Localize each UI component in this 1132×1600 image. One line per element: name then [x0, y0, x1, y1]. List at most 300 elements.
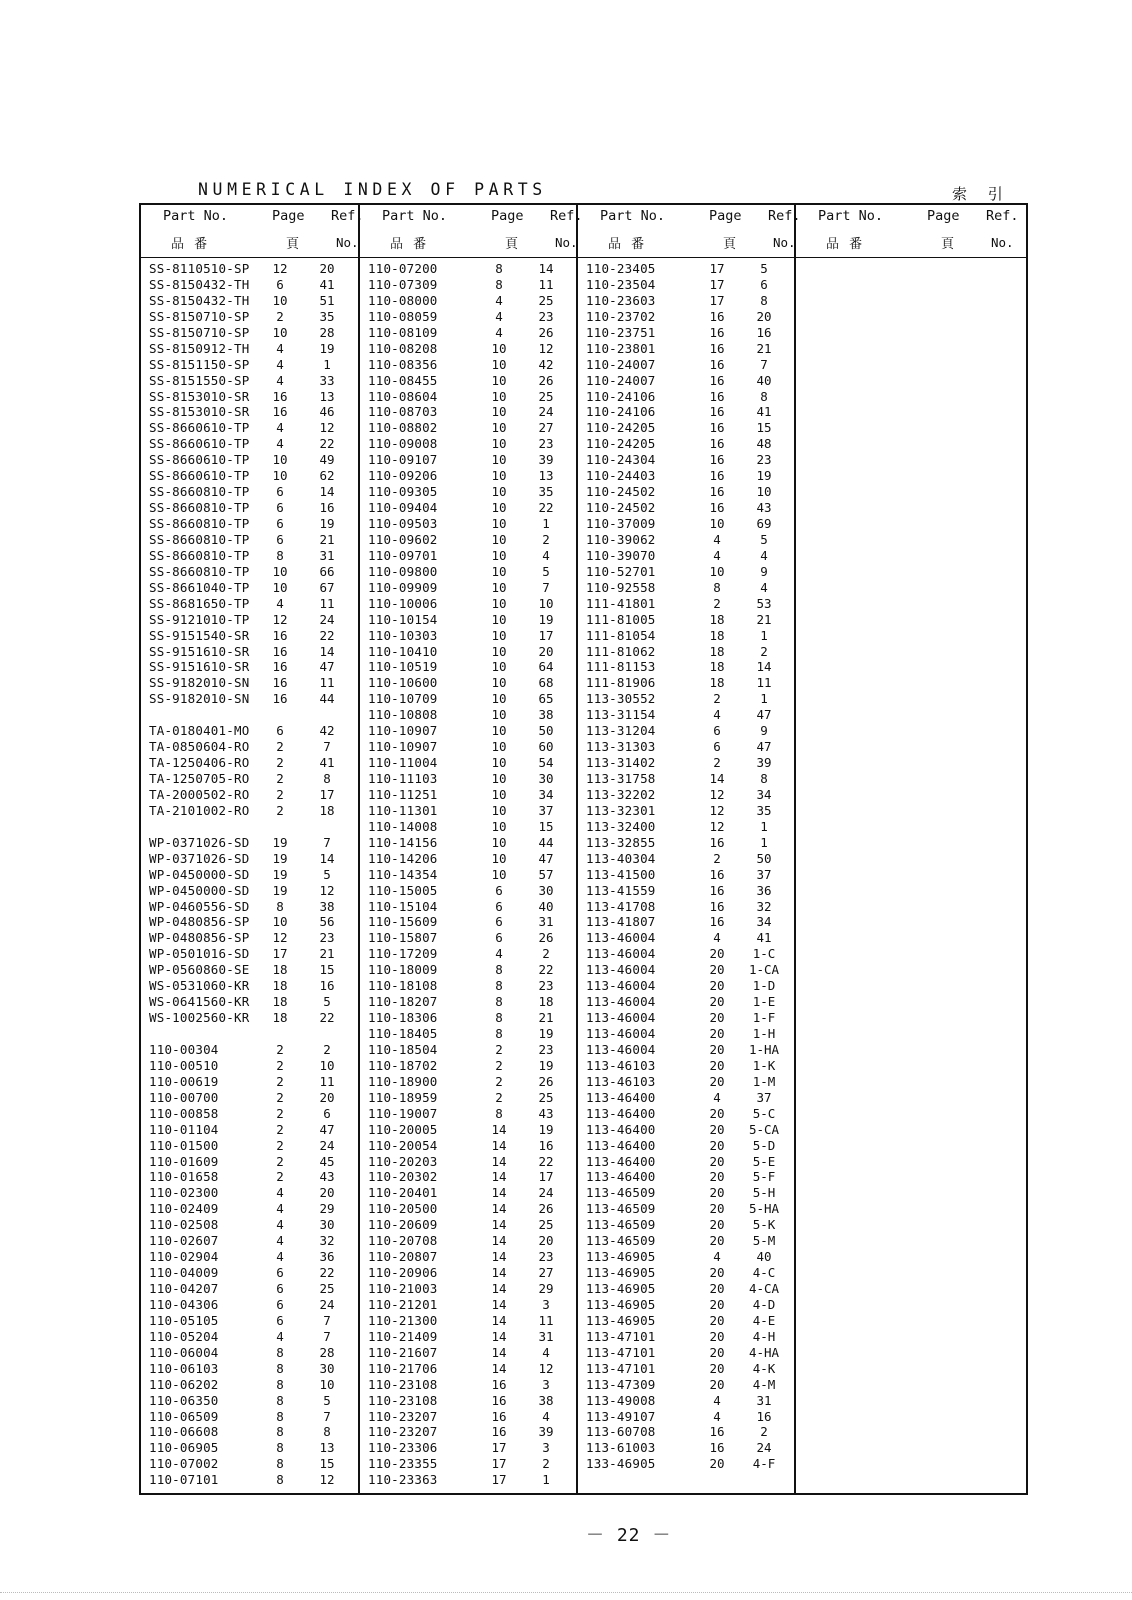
ref-number: 48 [756, 436, 772, 452]
ref-number: 18 [538, 994, 554, 1010]
part-number: 110-00304 [149, 1041, 219, 1057]
page-ref: 10 [491, 372, 507, 388]
page-ref: 2 [276, 1089, 284, 1105]
part-number: 113-49107 [586, 1408, 656, 1424]
table-row [578, 771, 794, 787]
parts-index-table [139, 203, 1028, 1495]
page-ref: 2 [276, 786, 284, 802]
table-row [141, 389, 358, 405]
table-row [360, 1377, 576, 1393]
part-number: 110-20609 [368, 1217, 438, 1233]
table-row [360, 1217, 576, 1233]
table-row [141, 261, 358, 277]
ref-number: 34 [756, 914, 772, 930]
page-ref: 16 [709, 882, 725, 898]
ref-number: 11 [538, 1312, 554, 1328]
part-number: 110-10006 [368, 595, 438, 611]
table-row [360, 1058, 576, 1074]
part-number: 110-06905 [149, 1440, 219, 1456]
part-number: SS-9151540-SR [149, 627, 250, 643]
part-number: 110-09305 [368, 484, 438, 500]
page-ref: 12 [709, 818, 725, 834]
ref-number: 35 [319, 308, 335, 324]
table-row [141, 500, 358, 516]
part-number: WP-0460556-SD [149, 898, 250, 914]
table-row [141, 739, 358, 755]
page-ref: 20 [709, 1121, 725, 1137]
page-ref: 14 [491, 1169, 507, 1185]
part-number: 110-24106 [586, 404, 656, 420]
ref-number: 10 [319, 1057, 335, 1073]
page-ref: 8 [495, 978, 503, 994]
page-ref: 19 [272, 866, 288, 882]
page-ref: 8 [276, 1424, 284, 1440]
part-number: 110-01500 [149, 1137, 219, 1153]
ref-number: 26 [538, 1201, 554, 1217]
table-row [360, 755, 576, 771]
table-row [360, 994, 576, 1010]
page-ref: 10 [491, 691, 507, 707]
page-ref: 4 [713, 547, 721, 563]
ref-number: 14 [319, 484, 335, 500]
ref-number: 7 [760, 356, 768, 372]
page-ref: 20 [709, 1344, 725, 1360]
table-row [578, 1169, 794, 1185]
page-ref: 10 [491, 340, 507, 356]
ref-number: 27 [538, 1265, 554, 1281]
part-number: 110-23207 [368, 1424, 438, 1440]
page-ref: 6 [276, 1296, 284, 1312]
header-page: Page [709, 208, 742, 224]
part-number: 110-05204 [149, 1328, 219, 1344]
ref-number: 5 [542, 563, 550, 579]
table-row [360, 1090, 576, 1106]
page-ref: 16 [491, 1392, 507, 1408]
part-number: 110-23355 [368, 1456, 438, 1472]
part-number: 110-11103 [368, 771, 438, 786]
table-row [578, 532, 794, 548]
part-number: 110-24403 [586, 468, 656, 484]
page-ref: 18 [709, 659, 725, 675]
table-row [141, 1042, 358, 1058]
part-number: SS-8150912-TH [149, 340, 250, 356]
ref-number: 39 [538, 1424, 554, 1440]
part-number: 113-46905 [586, 1281, 656, 1296]
ref-number: 20 [538, 1233, 554, 1249]
ref-number: 22 [538, 1153, 554, 1169]
part-number: 110-00858 [149, 1105, 219, 1121]
part-number: 113-46905 [586, 1265, 656, 1281]
page-ref: 2 [276, 1137, 284, 1153]
table-row [578, 1297, 794, 1313]
ref-number: 60 [538, 739, 554, 755]
page-ref: 16 [709, 500, 725, 516]
ref-number: 47 [319, 1121, 335, 1137]
ref-number: 30 [319, 1360, 335, 1376]
part-number: 113-46400 [586, 1105, 656, 1121]
table-row [578, 1074, 794, 1090]
page-ref: 4 [713, 1408, 721, 1424]
table-row [141, 707, 358, 723]
part-number: 113-31204 [586, 723, 656, 739]
part-number: SS-8660610-TP [149, 436, 250, 452]
part-number: 113-46905 [586, 1312, 656, 1328]
part-number: 110-08208 [368, 340, 438, 356]
page-ref: 2 [276, 1153, 284, 1169]
part-number: 110-08059 [368, 308, 438, 324]
part-number: 113-41708 [586, 898, 656, 914]
ref-number: 29 [319, 1201, 335, 1217]
page-ref: 2 [276, 1169, 284, 1185]
table-rows [360, 261, 576, 1488]
ref-number: 21 [756, 611, 772, 627]
part-number: 110-11004 [368, 755, 438, 771]
part-number: TA-2000502-RO [149, 786, 250, 802]
table-row [578, 1265, 794, 1281]
table-row [360, 1201, 576, 1217]
ref-number: 4-K [752, 1360, 776, 1376]
page-ref: 10 [491, 771, 507, 786]
part-number: 110-24205 [586, 436, 656, 452]
header-no: No. [555, 235, 578, 250]
part-number: SS-8660610-TP [149, 420, 250, 436]
part-number: 110-01609 [149, 1153, 219, 1169]
part-number: 113-46400 [586, 1153, 656, 1169]
part-number: 113-46400 [586, 1121, 656, 1137]
page-ref: 10 [272, 914, 288, 930]
table-row [360, 644, 576, 660]
page-ref: 8 [276, 898, 284, 914]
table-row [360, 357, 576, 373]
table-row [578, 1138, 794, 1154]
page-ref: 18 [272, 1010, 288, 1026]
part-number: 113-47101 [586, 1344, 656, 1360]
part-number: 113-30552 [586, 691, 656, 707]
part-number: 110-23603 [586, 292, 656, 308]
part-number: 110-02904 [149, 1249, 219, 1265]
part-number: 110-08703 [368, 404, 438, 420]
page-ref: 16 [709, 324, 725, 340]
header-ref: Ref. [986, 208, 1019, 224]
part-number: 110-15005 [368, 882, 438, 898]
page-ref: 2 [276, 1073, 284, 1089]
table-row [141, 1026, 358, 1042]
table-row [360, 1042, 576, 1058]
page-ref: 8 [495, 1010, 503, 1026]
page-ref: 10 [272, 452, 288, 468]
table-row [360, 436, 576, 452]
ref-number: 21 [319, 946, 335, 962]
table-row [360, 564, 576, 580]
page-ref: 10 [491, 739, 507, 755]
ref-number: 8 [323, 1424, 331, 1440]
part-number: 110-20302 [368, 1169, 438, 1185]
ref-number: 36 [756, 882, 772, 898]
table-row [578, 1090, 794, 1106]
ref-number: 47 [756, 739, 772, 755]
part-number: 110-17209 [368, 946, 438, 962]
ref-number: 47 [319, 659, 335, 675]
part-number: TA-0180401-MO [149, 723, 250, 739]
table-row [360, 771, 576, 787]
page-ref: 6 [276, 276, 284, 292]
table-row [578, 404, 794, 420]
page-ref: 16 [709, 420, 725, 436]
table-column-1 [141, 205, 364, 1493]
ref-number: 22 [538, 962, 554, 978]
page-ref: 14 [491, 1121, 507, 1137]
table-row [578, 883, 794, 899]
table-row [360, 1074, 576, 1090]
page-ref: 16 [272, 627, 288, 643]
part-number: WP-0480856-SP [149, 914, 250, 930]
ref-number: 5 [323, 994, 331, 1010]
ref-number: 5 [323, 1392, 331, 1408]
ref-number: 8 [760, 771, 768, 786]
part-number: SS-8660810-TP [149, 500, 250, 516]
table-row [360, 691, 576, 707]
ref-number: 4-D [752, 1296, 776, 1312]
part-number: 113-32855 [586, 834, 656, 850]
header-page-japanese: 頁 [505, 237, 519, 252]
page-ref: 20 [709, 1169, 725, 1185]
page-ref: 2 [276, 1041, 284, 1057]
page-ref: 20 [709, 1456, 725, 1472]
page-ref: 10 [491, 643, 507, 659]
column-header [141, 205, 364, 258]
ref-number: 12 [538, 340, 554, 356]
page-ref: 2 [276, 1057, 284, 1073]
ref-number: 2 [760, 1424, 768, 1440]
table-row [360, 293, 576, 309]
page-ref: 10 [491, 707, 507, 723]
page-ref: 4 [495, 324, 503, 340]
part-number: 110-18702 [368, 1057, 438, 1073]
table-row [141, 1138, 358, 1154]
page-ref: 20 [709, 1010, 725, 1026]
table-row [578, 978, 794, 994]
table-row [578, 675, 794, 691]
ref-number: 1 [542, 1472, 550, 1488]
table-row [360, 739, 576, 755]
part-number: 110-08356 [368, 356, 438, 372]
ref-number: 11 [538, 276, 554, 292]
table-row [360, 851, 576, 867]
ref-number: 22 [319, 627, 335, 643]
page-ref: 4 [713, 707, 721, 723]
page-ref: 10 [491, 659, 507, 675]
part-number: SS-9151610-SR [149, 659, 250, 675]
part-number: 110-06509 [149, 1408, 219, 1424]
part-number: 113-46004 [586, 962, 656, 978]
part-number: 110-08802 [368, 420, 438, 436]
page-ref: 16 [709, 436, 725, 452]
table-row [141, 1456, 358, 1472]
table-row [141, 564, 358, 580]
page-ref: 4 [276, 1233, 284, 1249]
part-number: 110-07200 [368, 261, 438, 276]
part-number: 110-19007 [368, 1105, 438, 1121]
ref-number: 23 [756, 452, 772, 468]
ref-number: 4-H [752, 1328, 776, 1344]
table-rows [141, 261, 358, 1488]
table-row [141, 1361, 358, 1377]
part-number: 110-24106 [586, 388, 656, 404]
table-row [141, 325, 358, 341]
ref-number: 1-D [752, 978, 776, 994]
part-number: 110-07002 [149, 1456, 219, 1472]
page-ref: 18 [709, 675, 725, 691]
part-number: 110-09701 [368, 547, 438, 563]
part-number: TA-1250705-RO [149, 771, 250, 786]
part-number: 110-01658 [149, 1169, 219, 1185]
page-ref: 16 [709, 898, 725, 914]
ref-number: 24 [319, 611, 335, 627]
part-number: 110-10154 [368, 611, 438, 627]
page-ref: 10 [491, 611, 507, 627]
page-ref: 8 [276, 1440, 284, 1456]
page-ref: 12 [272, 261, 288, 276]
table-row [578, 261, 794, 277]
table-row [578, 994, 794, 1010]
part-number: SS-9182010-SN [149, 691, 250, 707]
table-row [578, 1393, 794, 1409]
page-ref: 16 [491, 1408, 507, 1424]
page-ref: 6 [276, 1281, 284, 1296]
table-row [360, 277, 576, 293]
page-ref: 10 [491, 356, 507, 372]
ref-number: 2 [542, 531, 550, 547]
page-ref: 10 [491, 675, 507, 691]
ref-number: 24 [538, 404, 554, 420]
part-number: 113-46004 [586, 994, 656, 1010]
ref-number: 27 [538, 420, 554, 436]
ref-number: 56 [319, 914, 335, 930]
part-number: 110-24304 [586, 452, 656, 468]
header-ref: Ref. [550, 208, 583, 224]
part-number: 110-06103 [149, 1360, 219, 1376]
page-ref: 2 [495, 1057, 503, 1073]
page-ref: 10 [491, 627, 507, 643]
page-ref: 17 [272, 946, 288, 962]
table-row [578, 851, 794, 867]
part-number: 111-81054 [586, 627, 656, 643]
table-row [141, 1169, 358, 1185]
table-row [141, 1010, 358, 1026]
table-row [578, 835, 794, 851]
ref-number: 20 [538, 643, 554, 659]
table-row [578, 564, 794, 580]
part-number: 110-14354 [368, 866, 438, 882]
table-row [141, 994, 358, 1010]
ref-number: 22 [538, 500, 554, 516]
ref-number: 16 [756, 324, 772, 340]
page-ref: 4 [713, 531, 721, 547]
part-number: 110-10808 [368, 707, 438, 723]
ref-number: 42 [319, 723, 335, 739]
page-ref: 6 [276, 516, 284, 531]
part-number: SS-8153010-SR [149, 404, 250, 420]
page-ref: 4 [276, 372, 284, 388]
page-ref: 4 [276, 1201, 284, 1217]
page-ref: 4 [276, 1185, 284, 1201]
part-number: 110-07309 [368, 276, 438, 292]
table-row [360, 404, 576, 420]
table-row [360, 532, 576, 548]
part-number: 111-81153 [586, 659, 656, 675]
page-ref: 4 [276, 420, 284, 436]
part-number: 110-00700 [149, 1089, 219, 1105]
part-number: 110-06004 [149, 1344, 219, 1360]
ref-number: 8 [323, 771, 331, 786]
table-row [360, 1281, 576, 1297]
ref-number: 5-E [752, 1153, 776, 1169]
part-number: 110-20005 [368, 1121, 438, 1137]
table-row [360, 835, 576, 851]
table-row [360, 914, 576, 930]
ref-number: 16 [319, 500, 335, 516]
page-ref: 19 [272, 882, 288, 898]
table-row [578, 277, 794, 293]
table-row [578, 1122, 794, 1138]
page-ref: 8 [713, 579, 721, 595]
ref-number: 40 [756, 1249, 772, 1265]
table-row [141, 819, 358, 835]
table-row [360, 1393, 576, 1409]
table-row [141, 1472, 358, 1488]
ref-number: 10 [756, 484, 772, 500]
page-ref: 10 [272, 579, 288, 595]
page-ref: 14 [491, 1328, 507, 1344]
page-ref: 16 [272, 659, 288, 675]
page-ref: 10 [491, 420, 507, 436]
page-ref: 6 [276, 1265, 284, 1281]
part-number: 110-21300 [368, 1312, 438, 1328]
part-number: 110-18009 [368, 962, 438, 978]
page-ref: 4 [276, 595, 284, 611]
page-ref: 2 [276, 308, 284, 324]
table-row [360, 548, 576, 564]
table-row [578, 612, 794, 628]
ref-number: 23 [538, 308, 554, 324]
part-number: 113-46004 [586, 930, 656, 946]
page-ref: 16 [709, 404, 725, 420]
ref-number: 26 [538, 324, 554, 340]
table-column-3 [576, 205, 801, 1493]
page-ref: 17 [709, 292, 725, 308]
table-row [360, 325, 576, 341]
part-number: 113-47309 [586, 1376, 656, 1392]
table-row [578, 803, 794, 819]
page-ref: 16 [272, 388, 288, 404]
table-row [141, 580, 358, 596]
part-number: 110-10410 [368, 643, 438, 659]
ref-number: 4-E [752, 1312, 776, 1328]
page-ref: 2 [276, 802, 284, 818]
table-row [360, 1185, 576, 1201]
page-ref: 20 [709, 1233, 725, 1249]
table-row [141, 1090, 358, 1106]
part-number: SS-8660810-TP [149, 531, 250, 547]
part-number: 110-23306 [368, 1440, 438, 1456]
table-row [141, 946, 358, 962]
part-number: 110-09107 [368, 452, 438, 468]
ref-number: 1-C [752, 946, 776, 962]
page-ref: 4 [713, 1089, 721, 1105]
table-row [141, 1185, 358, 1201]
table-row [360, 580, 576, 596]
ref-number: 28 [319, 324, 335, 340]
